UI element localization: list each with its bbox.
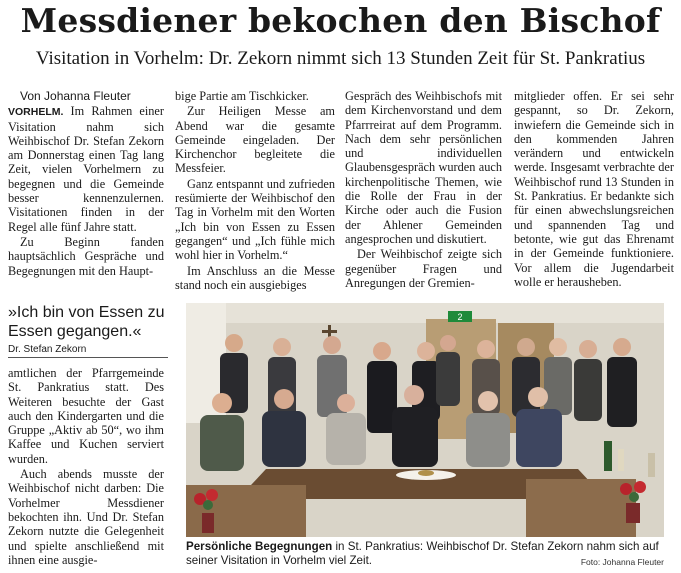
paragraph: Zur Heiligen Messe am Abend war die gesamte Gemeinde eingeladen. Der Kirchenchor begleitete die Messfeier. <box>175 104 335 176</box>
subheadline: Visitation in Vorhelm: Dr. Zekorn nimmt sich 13 Stunden Zeit für St. Pankratius <box>35 48 646 69</box>
paragraph-text: Im Rahmen einer Visitation nahm sich Weihbischof Dr. Stefan Zekorn am Donnerstag einen Tag lang Zeit, vielen Vorhelmern zu begegnen und die Gemeinde besser kennenzulernen. Visitationen finden in der Regel alle fünf Jahre statt. <box>8 104 164 234</box>
paragraph: Ganz entspannt und zufrieden resümierte der Weihbischof den Tag in Vorhelm mit den Worten „Ich bin von Essen zu Essen gegangen“ und „Ich fühle mich wohl hier in Vorhelm.“ <box>175 176 335 263</box>
paragraph: Gespräch des Weihbischofs mit dem Kirchenvorstand und dem Pfarrreirat auf dem Programm. Nach dem sehr persönlichen und individuellen Glaubensgespräch wurden auch kirchenpolitische Themen, wie die Rolle der Frau in der Kirche oder auch die Fusion der Ahlener Gemeinden angesprochen und diskutiert. <box>345 89 502 246</box>
column-3 <box>345 89 502 290</box>
exit-sign-label: 2 <box>457 312 463 322</box>
paragraph <box>8 104 164 234</box>
photo-credit: Foto: Johanna Fleuter <box>580 557 664 567</box>
column-1-upper <box>8 89 164 278</box>
paragraph: Im Anschluss an die Messe stand noch ein ausgiebiges <box>175 263 335 292</box>
headline: Messdiener bekochen den Bischof <box>20 1 661 40</box>
column-2 <box>175 89 335 292</box>
paragraph: Zu Beginn fanden hauptsächlich Gespräche und Begegnungen mit den Haupt- <box>8 234 164 278</box>
paragraph: Auch abends musste der Weihbischof nicht darben: Die Vorhelmer Messdiener bekochten ihn. Und Dr. Stefan Zekorn nutzte die Gelegenheit und spielte anschließend mit ihnen eine ausgie- <box>8 467 164 567</box>
paragraph: mitglieder offen. Er sei sehr gespannt, so Dr. Zekorn, inwiefern die Gemeinde sich in den kommenden Jahren verändern und entwickeln werde. Insgesamt verbrachte der Weihbischof rund 13 Stunden in St. Pankratius. Er bedankte sich für einen abwechslungsreichen und spannenden Tag und betonte, wie gut das Ehrenamt in der Gemeinde funktioniere. Vor allem die Jugendarbeit wolle er herausheben. <box>514 89 674 289</box>
byline: Von Johanna Fleuter <box>20 89 131 103</box>
column-1-lower <box>8 366 164 567</box>
pull-quote-text: »Ich bin von Essen zu Essen gegangen.« <box>8 304 165 340</box>
paragraph: Der Weihbischof zeigte sich gegenüber Fragen und Anregungen der Gremien- <box>345 247 502 290</box>
caption-text: in St. Pankratius: Weihbischof Dr. Stefan Zekorn nahm sich auf seiner Visitation in Vorhelm viel Zeit. <box>186 540 659 567</box>
pull-quote <box>8 303 168 358</box>
dateline: VORHELM. <box>8 106 64 119</box>
pull-quote-author: Dr. Stefan Zekorn <box>8 344 168 358</box>
paragraph: bige Partie am Tischkicker. <box>175 89 309 103</box>
column-4 <box>514 89 674 289</box>
group-photo-image <box>186 303 664 537</box>
group-photo <box>186 303 664 537</box>
caption-lead: Persönliche Begegnungen <box>186 540 333 553</box>
paragraph: amtlichen der Pfarrgemeinde St. Pankratius statt. Des Weiteren besuchte der Gast auch den Kindergarten und die Gruppe „Aktiv ab 50“, wo ihm Kaffee und Kuchen serviert wurden. <box>8 366 164 466</box>
